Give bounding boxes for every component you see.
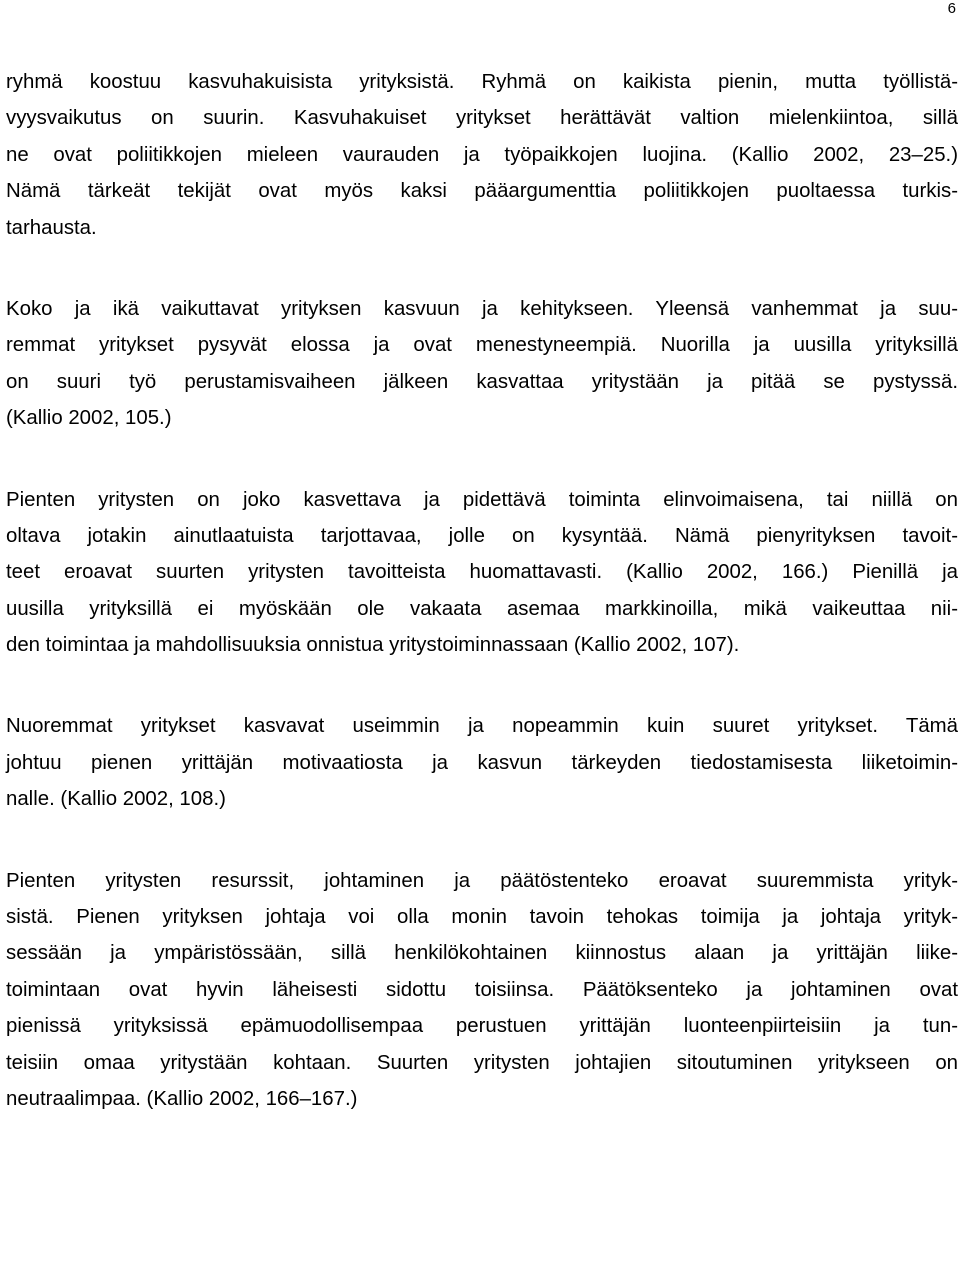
text-line: oltava jotakin ainutlaatuista tarjottavaa, jolle on kysyntää. Nämä pienyrityksen tavoit- [6,524,958,547]
text-line: remmat yritykset pysyvät elossa ja ovat menestyneempiä. Nuorilla ja uusilla yrityksillä [6,334,958,357]
paragraph-gap [6,246,958,291]
paragraph [6,482,958,664]
paragraph-gap [6,437,958,482]
paragraph-gap [6,663,958,708]
text-line: sessään ja ympäristössään, sillä henkilökohtainen kiinnostus alaan ja yrittäjän liike- [6,942,958,965]
text-line: Nämä tärkeät tekijät ovat myös kaksi pääargumenttia poliitikkojen puoltaessa turkis- [6,180,958,203]
text-line: on suuri työ perustamisvaiheen jälkeen kasvattaa yritystään ja pitää se pystyssä. [6,370,958,393]
text-line: Pienten yritysten resurssit, johtaminen ja päätöstenteko eroavat suuremmista yrityk- [6,869,958,892]
page-number: 6 [947,0,956,17]
text-line: den toimintaa ja mahdollisuuksia onnistua yritystoiminnassaan (Kallio 2002, 107). [6,634,740,657]
text-line: vyysvaikutus on suurin. Kasvuhakuiset yritykset herättävät valtion mielenkiintoa, sillä [6,107,958,130]
text-line: nalle. (Kallio 2002, 108.) [6,788,226,811]
paragraph [6,291,958,437]
text-line: Koko ja ikä vaikuttavat yrityksen kasvuun ja kehitykseen. Yleensä vanhemmat ja suu- [6,297,958,320]
text-line: teisiin omaa yritystään kohtaan. Suurten yritysten johtajien sitoutuminen yritykseen on [6,1051,958,1074]
paragraph [6,863,958,1118]
paragraph-gap [6,818,958,863]
document-body [6,64,958,1117]
text-line: neutraalimpaa. (Kallio 2002, 166–167.) [6,1087,358,1110]
paragraph [6,64,958,246]
text-line: tarhausta. [6,216,97,239]
text-line: ryhmä koostuu kasvuhakuisista yrityksistä. Ryhmä on kaikista pienin, mutta työllistä- [6,71,958,93]
text-line: ne ovat poliitikkojen mieleen vaurauden ja työpaikkojen luojina. (Kallio 2002, 23–25.) [6,143,958,166]
text-line: teet eroavat suurten yritysten tavoitteista huomattavasti. (Kallio 2002, 166.) Pienillä ja [6,561,958,584]
text-line: johtuu pienen yrittäjän motivaatiosta ja kasvun tärkeyden tiedostamisesta liiketoimin- [6,751,958,774]
text-line: pienissä yrityksissä epämuodollisempaa perustuen yrittäjän luonteenpiirteisiin ja tun- [6,1015,958,1038]
text-line: sistä. Pienen yrityksen johtaja voi olla monin tavoin tehokas toimija ja johtaja yrityk- [6,906,958,929]
text-line: uusilla yrityksillä ei myöskään ole vakaata asemaa markkinoilla, mikä vaikeuttaa nii- [6,597,958,620]
text-line: Pienten yritysten on joko kasvettava ja pidettävä toiminta elinvoimaisena, tai niillä on [6,488,958,511]
paragraph [6,708,958,817]
text-line: Nuoremmat yritykset kasvavat useimmin ja nopeammin kuin suuret yritykset. Tämä [6,715,958,738]
text-line: toimintaan ovat hyvin läheisesti sidottu toisiinsa. Päätöksenteko ja johtaminen ovat [6,978,958,1001]
text-line: (Kallio 2002, 105.) [6,407,172,430]
